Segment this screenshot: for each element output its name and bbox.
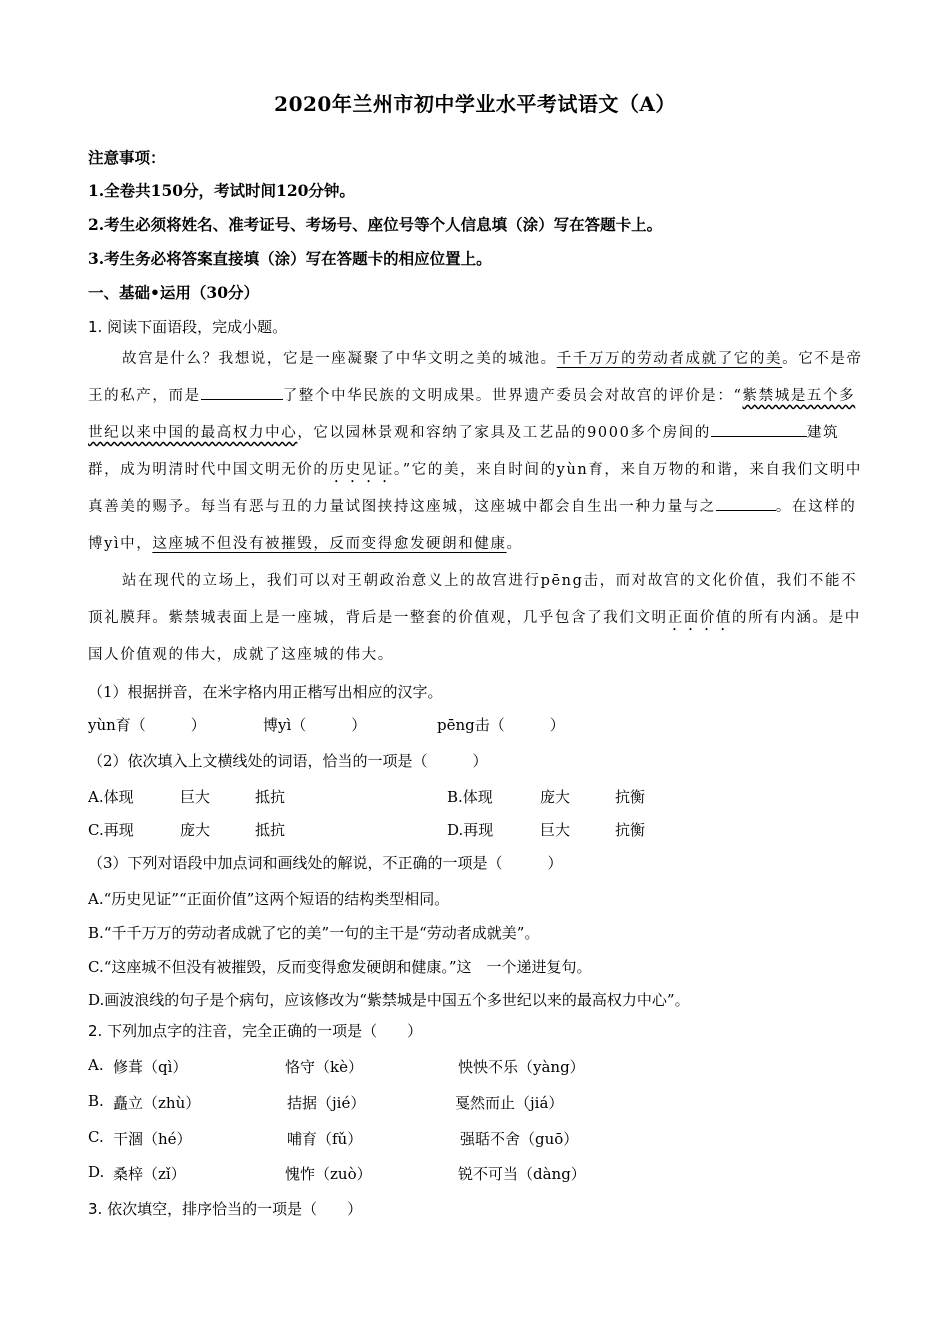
sub3-option-a: A.“历史见证”“正面价值”这两个短语的结构类型相同。 [88, 890, 450, 908]
question-3-stem: 3. 依次填空，排序恰当的一项是（ ） [88, 1200, 363, 1218]
sub-question-1-stem: （1）根据拼音，在米字格内用正楷写出相应的汉字。 [88, 683, 443, 701]
sub3-option-c: C.“这座城不但没有被摧毁，反而变得愈发硬朗和健康。”这 一个递进复句。 [88, 958, 592, 976]
blank-3 [716, 496, 776, 511]
dotted-phrase-1: 历史见证 [329, 462, 394, 478]
q2-row-c-item1: 干涸（hé） [113, 1130, 192, 1148]
underlined-sentence: 千千万万的劳动者成就了它的美 [556, 351, 783, 367]
option-a-word3: 抵抗 [255, 788, 286, 806]
q2-row-a-item1: 修葺（qì） [113, 1058, 188, 1076]
section-heading: 一、基础•运用（30分） [88, 283, 259, 302]
q2-row-a-label: A. [88, 1056, 104, 1074]
option-d-word2: 巨大 [540, 821, 571, 839]
option-d-word1: D.再现 [447, 821, 494, 839]
q2-row-c-label: C. [88, 1128, 104, 1146]
option-b-word2: 庞大 [540, 788, 571, 806]
sub-question-3-stem: （3）下列对语段中加点词和画线处的解说，不正确的一项是（ ） [88, 854, 563, 872]
question-1-stem: 1. 阅读下面语段，完成小题。 [88, 318, 288, 336]
reading-paragraph-1: 故宫是什么？我想说，它是一座凝聚了中华文明之美的城池。千千万万的劳动者成就了它的美。它不是帝王的私产，而是 了整个中华民族的文明成果。世界遗产委员会对故宫的评价是：“紫禁城是五个多世纪以来中国的最高权力中心，它以园林景观和容纳了家具及工艺品的9000多个房间的 建筑群，成为明清时代中国文明无价的历史见证。”它的美，来自时间的yùn育，来自万物的和谐，来自我们文明中真善美的赐予。每当有恶与丑的力量试图挟持这座城，这座城中都会自生出一种力量与之 。在这样的博yì中，这座城不但没有被摧毁，反而变得愈发硬朗和健康。 [88, 351, 863, 552]
q2-row-b-item1: 矗立（zhù） [113, 1094, 201, 1112]
option-c-word2: 庞大 [180, 821, 211, 839]
underlined-sentence-2: 这座城不但没有被摧毁，反而变得愈发硬朗和健康 [152, 536, 507, 552]
q2-row-c-item2: 哺育（fǔ） [287, 1130, 363, 1148]
q2-row-b-label: B. [88, 1092, 104, 1110]
q2-row-a-item3: 怏怏不乐（yàng） [458, 1058, 585, 1076]
question-2-stem: 2. 下列加点字的注音，完全正确的一项是（ ） [88, 1022, 423, 1040]
option-a-word1: A.体现 [88, 788, 134, 806]
notes-item-3: 3.考生务必将答案直接填（涂）写在答题卡的相应位置上。 [88, 249, 492, 268]
page-title: 2020年兰州市初中学业水平考试语文（A） [274, 92, 676, 116]
sub3-option-b: B.“千千万万的劳动者成就了它的美”一句的主干是“劳动者成就美”。 [88, 924, 540, 942]
dotted-phrase-2: 正面价值 [667, 610, 733, 626]
q2-row-a-item2: 恪守（kè） [285, 1058, 363, 1076]
pinyin-item-1: yùn育（ ） [88, 716, 206, 734]
option-c-word1: C.再现 [88, 821, 134, 839]
pinyin-item-2: 博yì（ ） [263, 716, 367, 734]
pinyin-item-3: pēng击（ ） [437, 716, 565, 734]
q2-row-b-item3: 戛然而止（jiá） [455, 1094, 564, 1112]
option-b-word3: 抗衡 [615, 788, 646, 806]
option-b-word1: B.体现 [447, 788, 493, 806]
notes-item-2: 2.考生必须将姓名、准考证号、考场号、座位号等个人信息填（涂）写在答题卡上。 [88, 215, 663, 234]
q2-row-b-item2: 拮据（jié） [287, 1094, 366, 1112]
q2-row-d-label: D. [88, 1163, 105, 1181]
q2-row-d-item1: 桑梓（zǐ） [113, 1165, 186, 1183]
reading-paragraph-2: 站在现代的立场上，我们可以对王朝政治意义上的故宫进行pēng击，而对故宫的文化价值，我们不能不顶礼膜拜。紫禁城表面上是一座城，背后是一整套的价值观，几乎包含了我们文明正面价值的所有内涵。是中国人价值观的伟大，成就了这座城的伟大。 [88, 573, 861, 663]
option-c-word3: 抵抗 [255, 821, 286, 839]
sub-question-2-stem: （2）依次填入上文横线处的词语，恰当的一项是（ ） [88, 752, 488, 770]
blank-2 [711, 422, 807, 437]
blank-1 [201, 385, 283, 400]
q2-row-d-item3: 锐不可当（dàng） [458, 1165, 586, 1183]
wavy-sentence: 紫禁城是五个多世纪以来中国的最高权力中心 [88, 388, 856, 441]
notes-item-1: 1.全卷共150分，考试时间120分钟。 [88, 181, 355, 200]
sub3-option-d: D.画波浪线的句子是个病句，应该修改为“紫禁城是中国五个多世纪以来的最高权力中心”。 [88, 991, 690, 1009]
option-d-word3: 抗衡 [615, 821, 646, 839]
q2-row-d-item2: 愧怍（zuò） [285, 1165, 372, 1183]
option-a-word2: 巨大 [180, 788, 211, 806]
notes-heading: 注意事项： [88, 148, 166, 167]
q2-row-c-item3: 强聒不舍（guō） [460, 1130, 579, 1148]
